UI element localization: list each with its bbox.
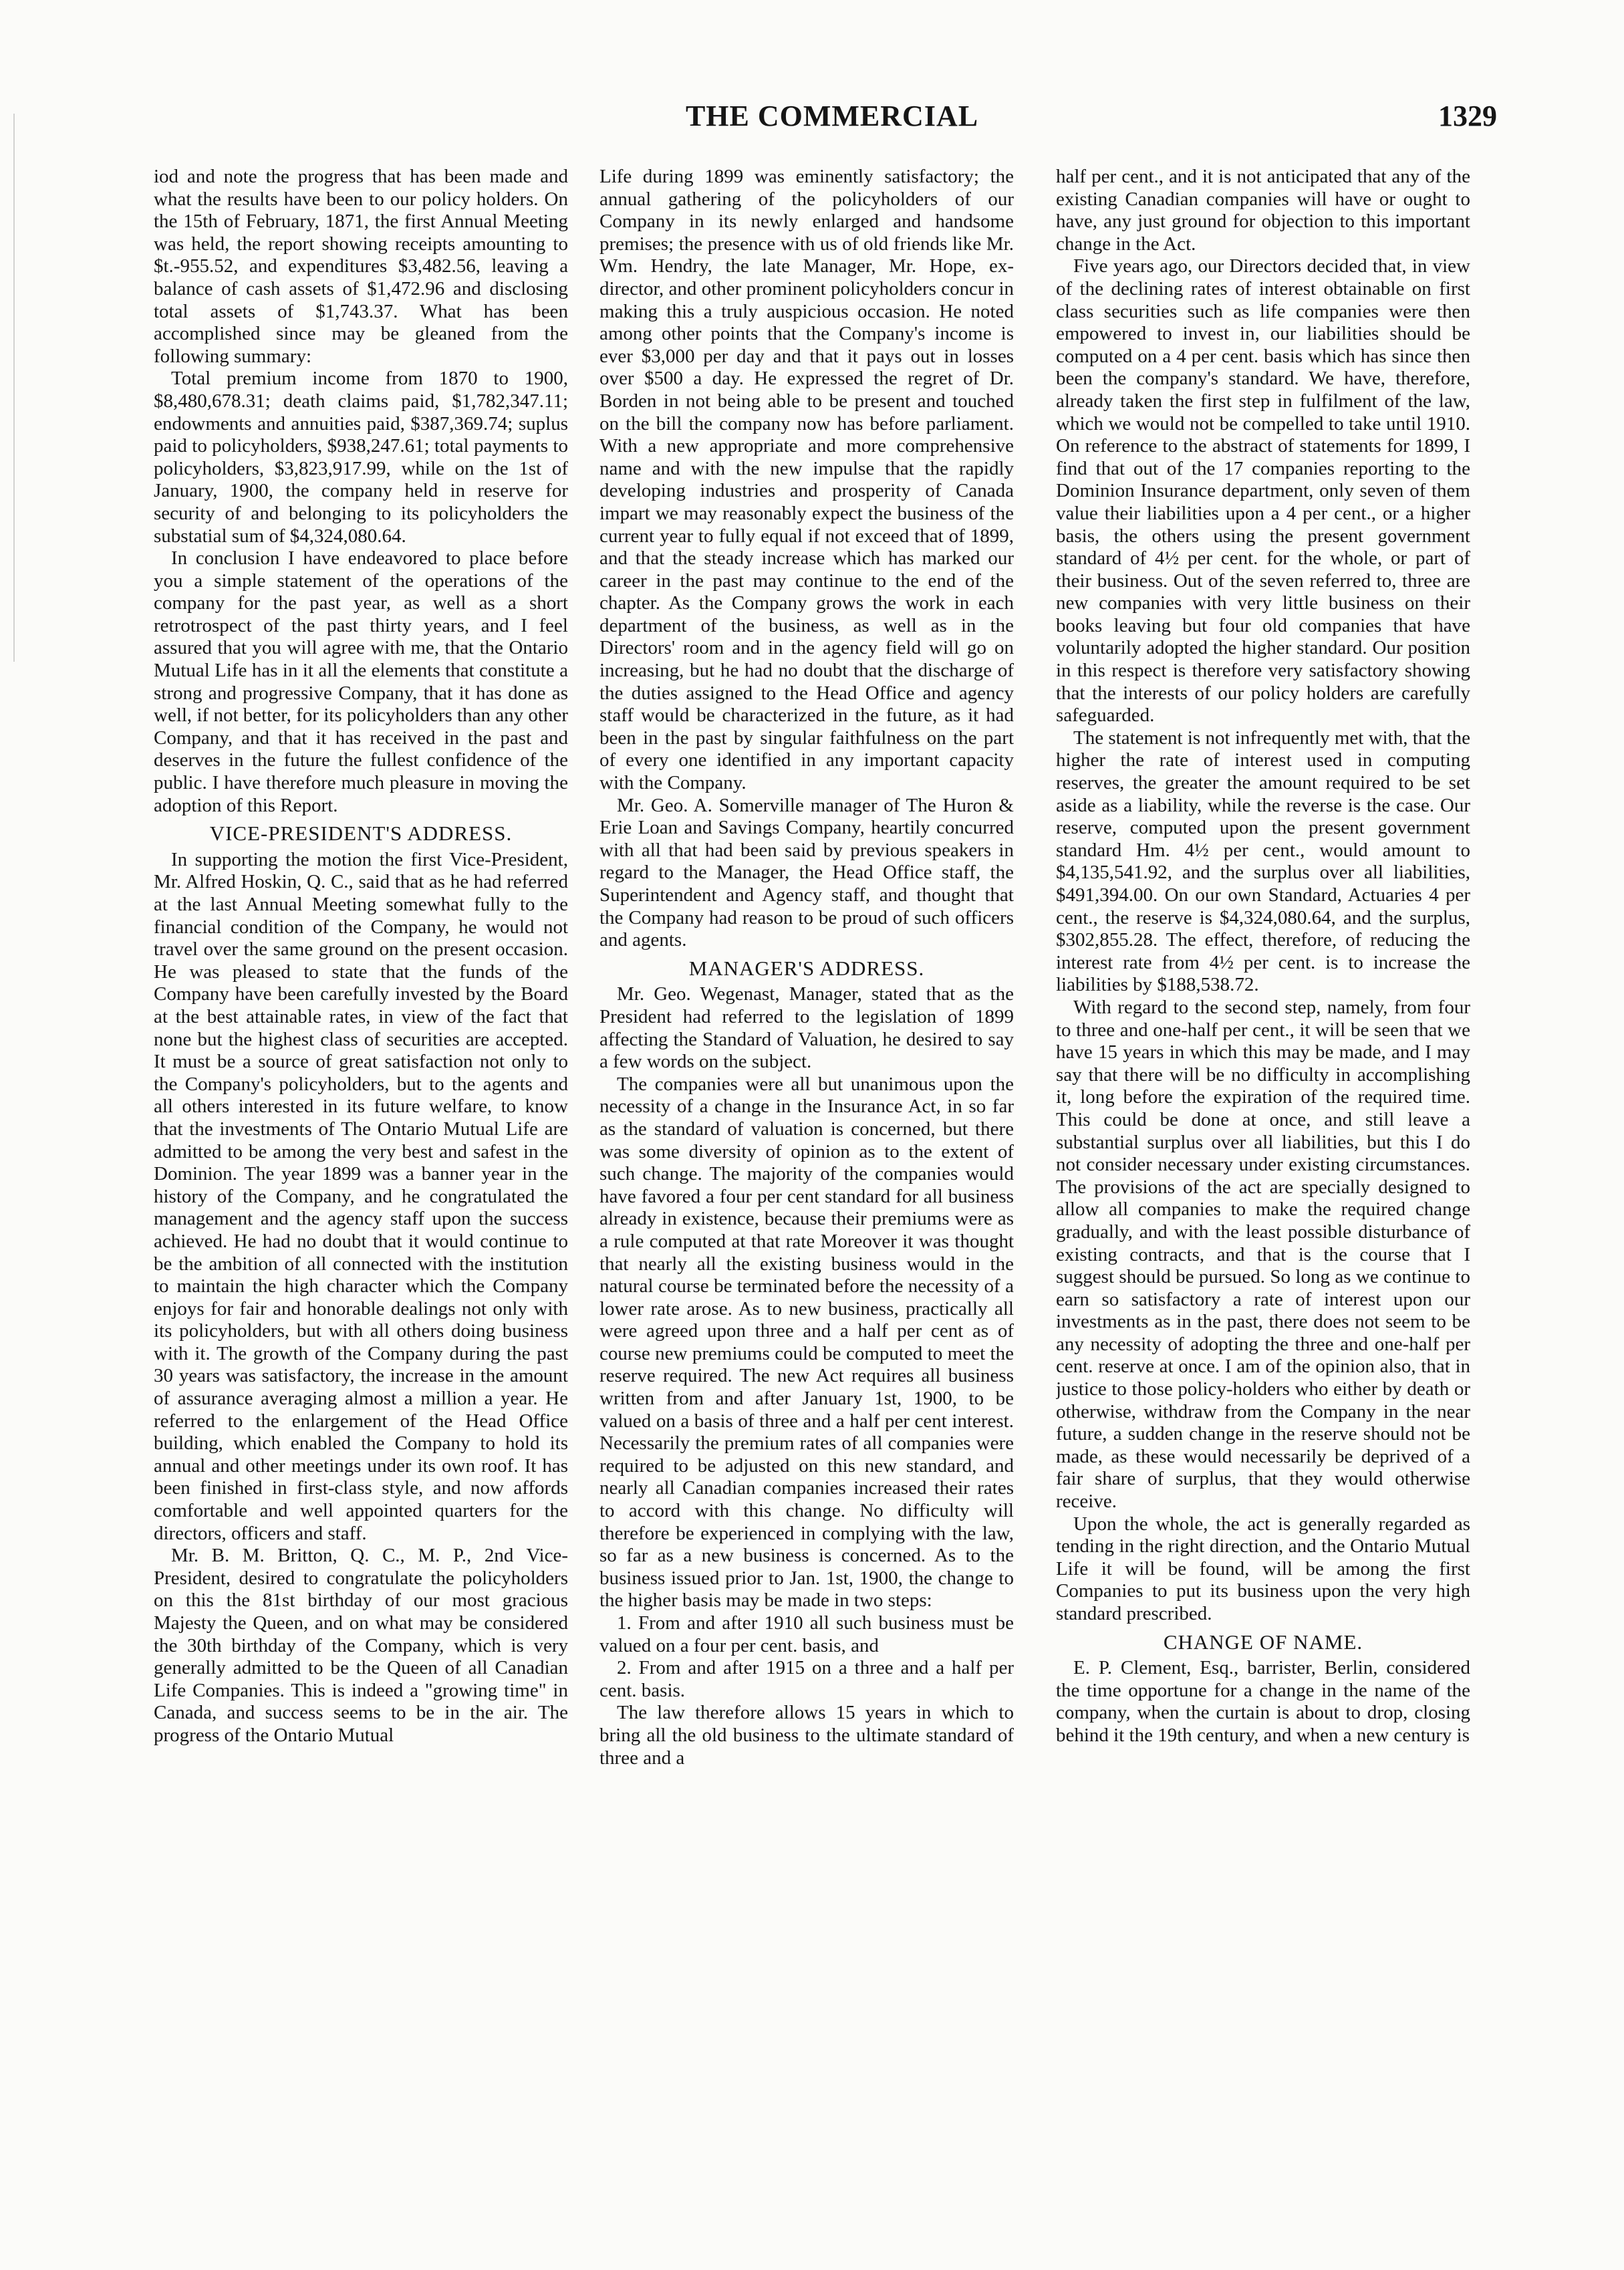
section-heading: MANAGER'S ADDRESS. — [688, 956, 925, 980]
paragraph: With regard to the second step, namely, from four to three and one-half per cent., it will be seen that we have 15 years in which this may be made, and I may say that there will be no difficulty in accomplishing it, long before the expiration of the required time. This could be done at once, and still leave a substantial surplus over all liabilities, but this I do not consider necessary under existing circumstances. The provisions of the act are specially designed to allow all companies to make the required change gradually, and with the least possible disturbance of existing contracts, and that is the course that I suggest should be pursued. So long as we continue to earn so satisfactory a rate of interest upon our investments as in the past, there does not seem to be any necessity of adopting the three and one-half per cent. reserve at once. I am of the opinion also, that in justice to those policy-holders who either by death or otherwise, withdraw from the Company in the near future, a sudden change in the reserve should not be made, as these would necessarily be deprived of a fair share of surplus, that they would otherwise receive. — [1056, 996, 1470, 1513]
paragraph: half per cent., and it is not anticipated that any of the existing Canadian companies will have or ought to have, any just ground for objection to this important change in the Act. — [1056, 166, 1470, 255]
list-item: 2. From and after 1915 on a three and a half per cent. basis. — [599, 1657, 1014, 1701]
column-1 — [154, 166, 568, 2225]
publication-title: THE COMMERCIAL — [685, 100, 979, 132]
margin-specks — [13, 114, 15, 662]
paragraph: Mr. B. M. Britton, Q. C., M. P., 2nd Vice-President, desired to congratulate the policyholders on this the 81st birthday of our most gracious Majesty the Queen, and on what may be considered the 30th birthday of the Company, which is very generally admitted to be the Queen of all Canadian Life Companies. This is indeed a "growing time" in Canada, and success seems to be in the air. The progress of the Ontario Mutual — [154, 1545, 568, 1746]
column-3 — [1056, 166, 1470, 2225]
paragraph: Five years ago, our Directors decided that, in view of the declining rates of interest obtainable on first class securities such as life companies were then empowered to invest in, our liabilities should be computed on a 4 per cent. basis which has since then been the company's standard. We have, therefore, already taken the first step in fulfilment of the law, which we would not be compelled to take until 1910. On reference to the abstract of statements for 1899, I find that out of the 17 companies reporting to the Dominion Insurance department, only seven of them value their liabilities upon a 4 per cent., or a higher basis, the others using the present government standard of 4½ per cent. for the whole, or part of their business. Out of the seven referred to, three are new companies with very little business on their books leaving but four old companies that have voluntarily adopted the higher standard. Our position in this respect is therefore very satisfactory showing that the interests of our policy holders are carefully safeguarded. — [1056, 255, 1470, 727]
paragraph: The statement is not infrequently met with, that the higher the rate of interest used in computing reserves, the greater the amount required to be set aside as a liability, while the reverse is the case. Our reserve, computed upon the present government standard Hm. 4½ per cent., would amount to $4,135,541.92, and the surplus over all liabilities, $491,394.00. On our own Standard, Actuaries 4 per cent., the reserve is $4,324,080.64, and the surplus, $302,855.28. The effect, therefore, of reducing the interest rate from 4½ per cent. is to increase the liabilities by $188,538.72. — [1056, 727, 1470, 996]
column-2 — [599, 166, 1014, 2225]
steps-list — [599, 1612, 1014, 1702]
paragraph: Mr. Geo. Wegenast, Manager, stated that as the President had referred to the legislation of 1899 affecting the Standard of Valuation, he desired to say a few words on the subject. — [599, 983, 1014, 1073]
paragraph: Upon the whole, the act is generally regarded as tending in the right direction, and the Ontario Mutual Life it will be found, will be among the first Companies to put its business upon the very high standard prescribed. — [1056, 1513, 1470, 1624]
page-header — [167, 99, 1497, 139]
paragraph: The companies were all but unanimous upon the necessity of a change in the Insurance Act, in so far as the standard of valuation is concerned, but there was some diversity of opinion as to the extent of such change. The majority of the companies would have favored a four per cent standard for all business already in existence, because their premiums were as a rule computed at that rate Moreover it was thought that nearly all the existing business would in the natural course be terminated before the necessity of a lower rate arose. As to new business, practically all were agreed upon three and a half per cent as of course new premiums could be computed to meet the reserve required. The new Act requires all business written from and after January 1st, 1900, to be valued on a basis of three and a half per cent interest. Necessarily the premium rates of all companies were required to be adjusted on this new standard, and nearly all Canadian companies increased their rates to accord with this change. No difficulty will therefore be experienced in complying with the law, so far as a new business is concerned. As to the business issued prior to Jan. 1st, 1900, the change to the higher basis may be made in two steps: — [599, 1073, 1014, 1612]
page-number: 1329 — [1438, 100, 1497, 132]
paragraph: iod and note the progress that has been made and what the results have been to our policy holders. On the 15th of February, 1871, the first Annual Meeting was held, the report showing receipts amounting to $t.-955.52, and expenditures $3,482.56, leaving a balance of cash assets of $1,472.96 and disclosing total assets of $1,743.37. What has been accomplished since may be gleaned from the following summary: — [154, 166, 568, 367]
section-heading: VICE-PRESIDENT'S ADDRESS. — [209, 822, 513, 846]
list-item: 1. From and after 1910 all such business must be valued on a four per cent. basis, and — [599, 1612, 1014, 1656]
paragraph: Mr. Geo. A. Somerville manager of The Huron & Erie Loan and Savings Company, heartily concurred with all that had been said by previous speakers in regard to the Manager, the Head Office staff, the Superintendent and Agency staff, and thought that the Company had reason to be proud of such officers and agents. — [599, 794, 1014, 951]
paragraph: Total premium income from 1870 to 1900, $8,480,678.31; death claims paid, $1,782,347.11; endowments and annuities paid, $387,369.74; suplus paid to policyholders, $938,247.61; total payments to policyholders, $3,823,917.99, while on the 1st of January, 1900, the company held in reserve for security of and belonging to its policyholders the substatial sum of $4,324,080.64. — [154, 368, 568, 547]
section-heading: CHANGE OF NAME. — [1163, 1630, 1363, 1654]
paragraph: The law therefore allows 15 years in which to bring all the old business to the ultimate standard of three and a — [599, 1702, 1014, 1769]
paragraph: Life during 1899 was eminently satisfactory; the annual gathering of the policyholders of our Company in its newly enlarged and handsome premises; the presence with us of old friends like Mr. Wm. Hendry, the late Manager, Mr. Hope, ex-director, and other prominent policyholders concur in making this a truly auspicious occasion. He noted among other points that the Company's income is ever $3,000 per day and that it pays out in losses over $500 a day. He expressed the regret of Dr. Borden in not being able to be present and touched on the bill the company now has before parliament. With a new appropriate and more comprehensive name and with the new impulse that the rapidly developing industries and prosperity of Canada impart we may reasonably expect the business of the current year to fully equal if not exceed that of 1899, and that the steady increase which has marked our career in the past may continue to the end of the chapter. As the Company grows the work in each department of the business, as well as in the Directors' room and in the agency field will go on increasing, but he had no doubt that the discharge of the duties assigned to the Head Office and agency staff would be characterized in the future, as it had been in the past by singular faithfulness on the part of every one identified in any important capacity with the Company. — [599, 166, 1014, 794]
paragraph: E. P. Clement, Esq., barrister, Berlin, considered the time opportune for a change in the name of the company, when the curtain is about to drop, closing behind it the 19th century, and when a new century is — [1056, 1657, 1470, 1746]
paragraph: In supporting the motion the first Vice-President, Mr. Alfred Hoskin, Q. C., said that as he had referred at the last Annual Meeting somewhat fully to the financial condition of the Company, he would not travel over the same ground on the present occasion. He was pleased to state that the funds of the Company have been carefully invested by the Board at the best attainable rates, in view of the fact that none but the highest class of securities are accepted. It must be a source of great satisfaction not only to the Company's policyholders, but to the agents and all others interested in its future welfare, to know that the investments of The Ontario Mutual Life are admitted to be among the very best and safest in the Dominion. The year 1899 was a banner year in the history of the Company, and he congratulated the management and the agency staff upon the success achieved. He had no doubt that it would continue to be the ambition of all connected with the institution to maintain the high character which the Company enjoys for fair and honorable dealings not only with its policyholders, but with all others doing business with it. The growth of the Company during the past 30 years was satisfactory, the increase in the amount of assurance averaging almost a million a year. He referred to the enlargement of the Head Office building, which enabled the Company to hold its annual and other meetings under its own roof. It has been finished in first-class style, and now affords comfortable and well appointed quarters for the directors, officers and staff. — [154, 848, 568, 1544]
paragraph: In conclusion I have endeavored to place before you a simple statement of the operations of the company for the past year, as well as a short retrotrospect of the past thirty years, and I feel assured that you will agree with me, that the Ontario Mutual Life has in it all the elements that constitute a strong and progressive Company, that it has done as well, if not better, for its policyholders than any other Company, and that it has received in the past and deserves in the future the fullest confidence of the public. I have therefore much pleasure in moving the adoption of this Report. — [154, 547, 568, 816]
